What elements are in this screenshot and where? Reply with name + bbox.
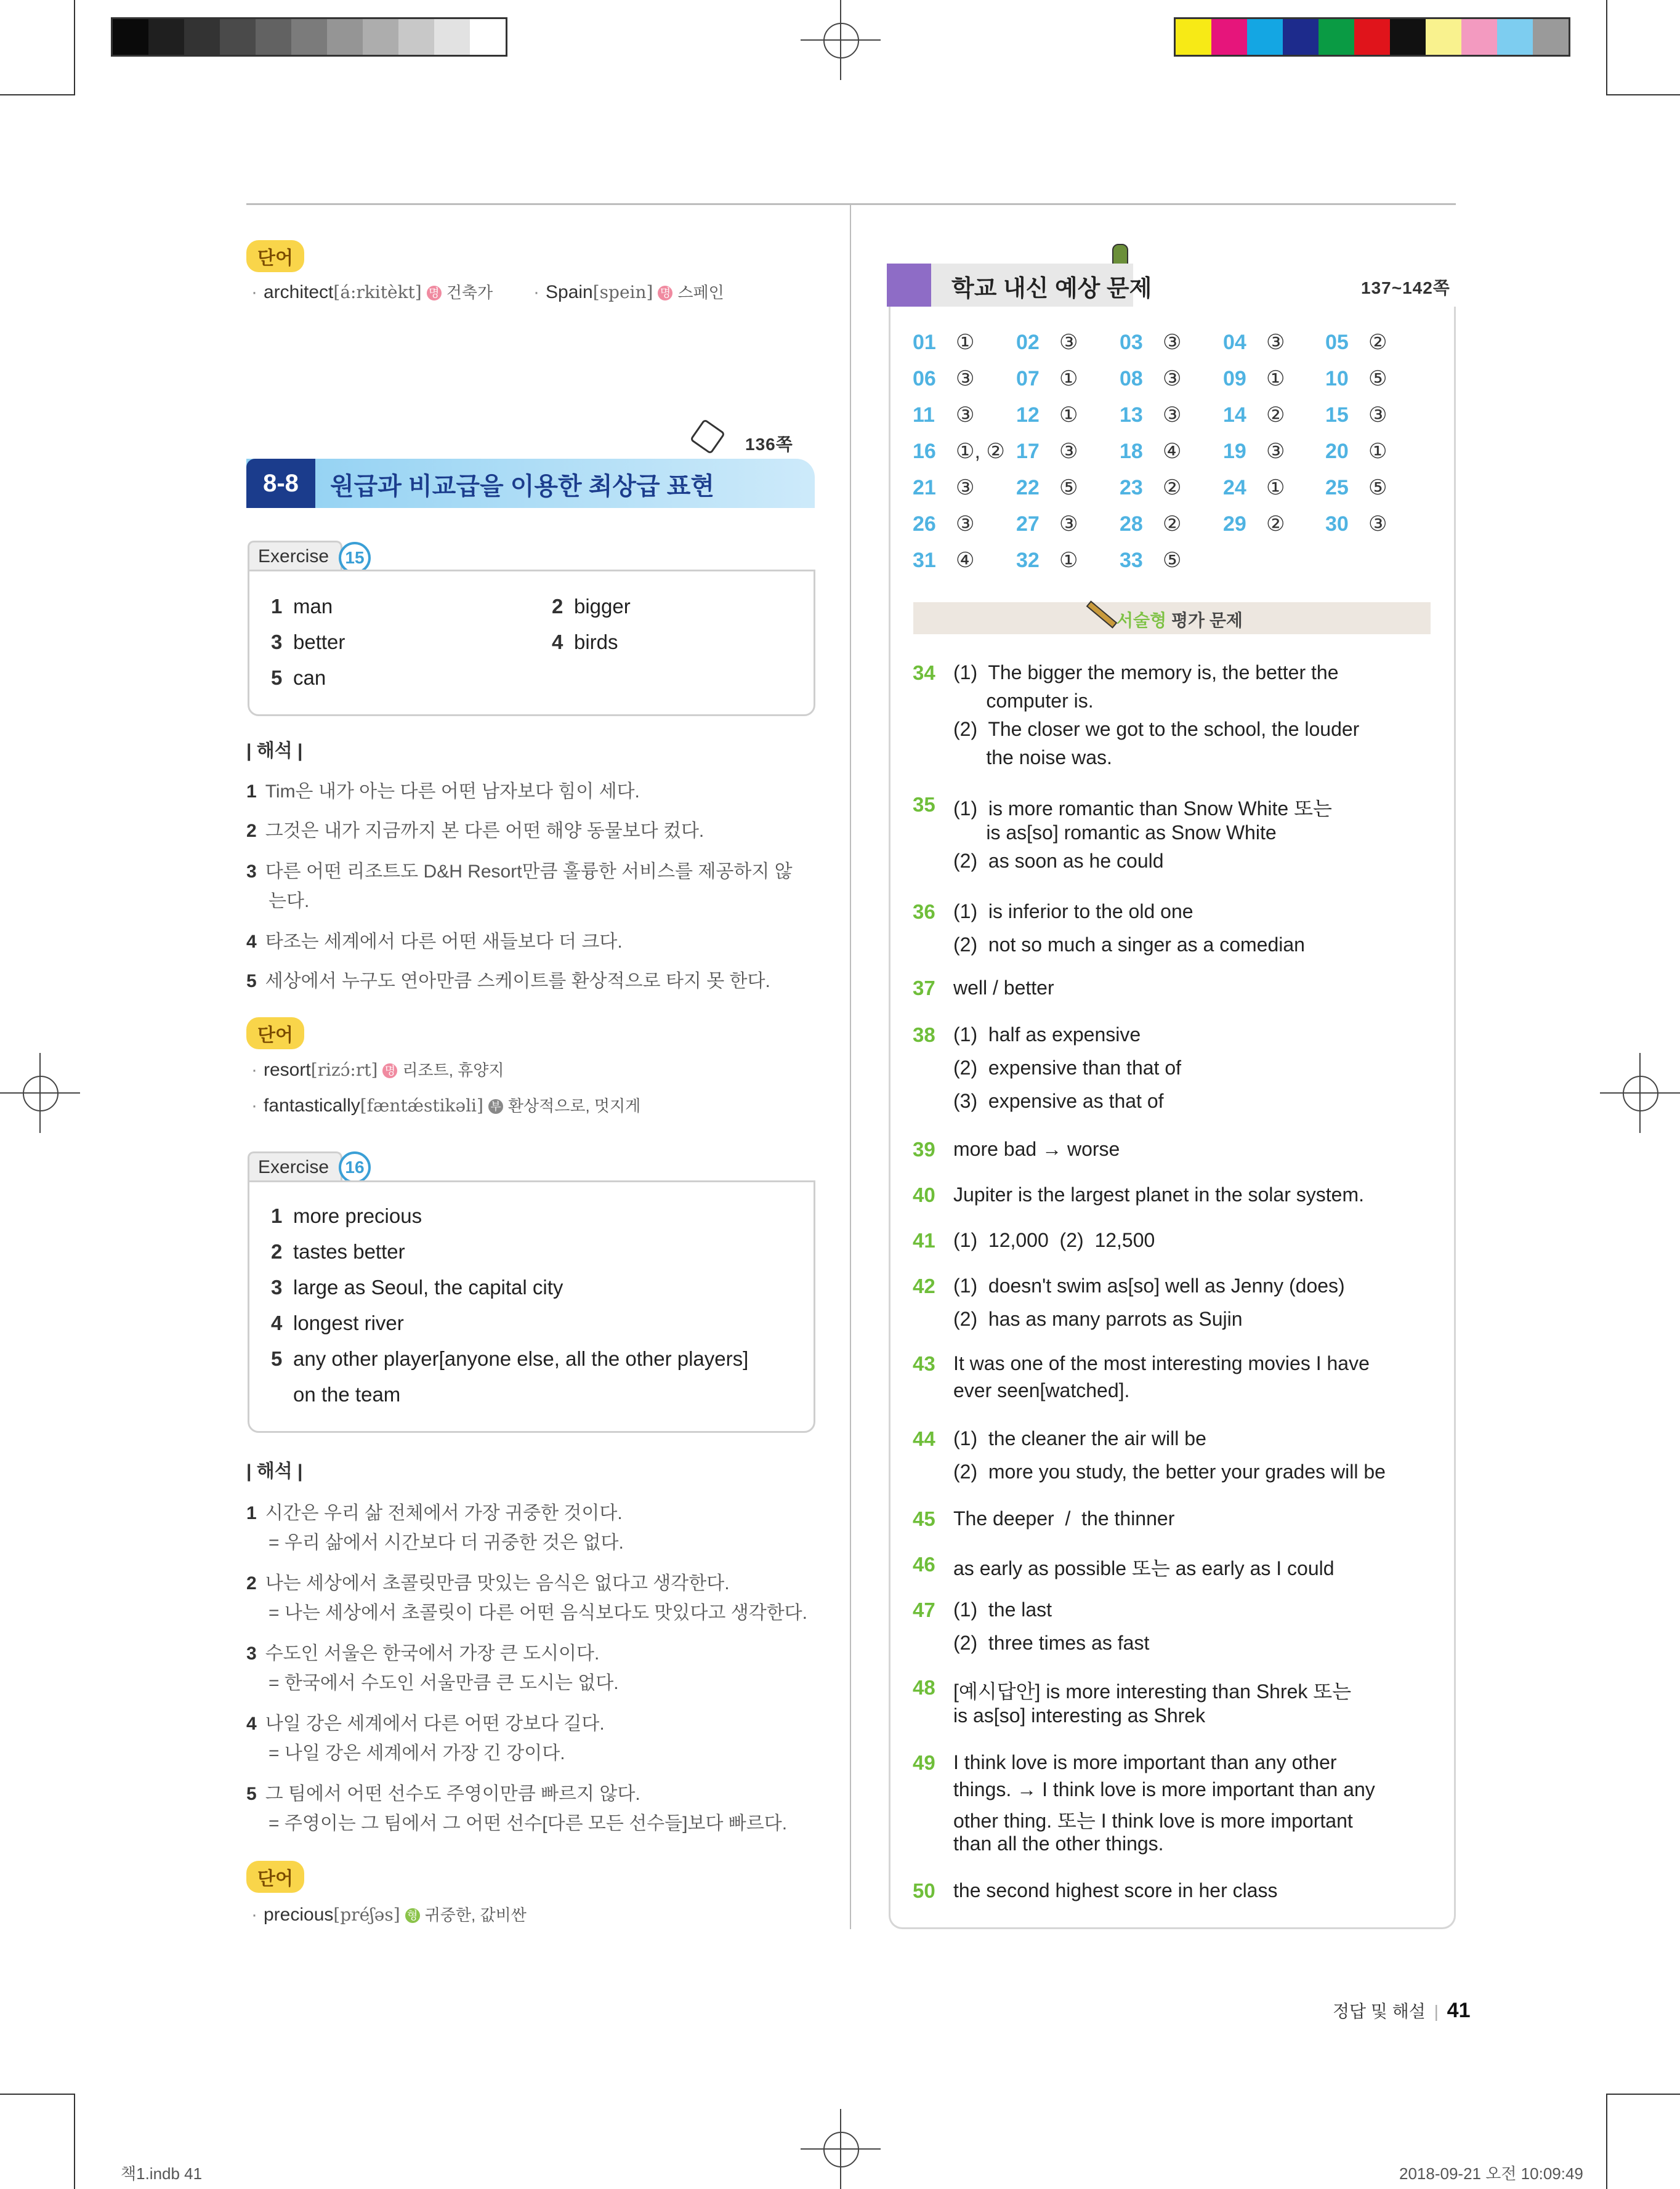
question-number: 50 <box>913 1879 935 1902</box>
exercise-answer: 1 more precious <box>271 1204 422 1227</box>
subheading-band <box>913 602 1431 634</box>
mc-number: 22 <box>1016 476 1040 499</box>
exercise-answer: 1 man <box>271 595 333 618</box>
question-number: 48 <box>913 1676 935 1699</box>
mc-answer <box>1016 475 1078 500</box>
mc-answer <box>1016 330 1078 355</box>
mc-number: 14 <box>1223 403 1246 427</box>
answer-line: (2) has as many parrots as Sujin <box>953 1308 1243 1330</box>
question-number: 47 <box>913 1598 935 1621</box>
answer-line: is as[so] interesting as Shrek <box>953 1704 1206 1727</box>
translation-heading: | 해석 | <box>246 1461 303 1482</box>
mc-number: 16 <box>913 440 936 463</box>
gray-color-bar <box>111 17 507 57</box>
answer-line: (2) three times as fast <box>953 1632 1150 1654</box>
answer-line: (2) not so much a singer as a comedian <box>953 933 1305 956</box>
mc-answer <box>913 403 974 427</box>
translation-line: 3 수도인 서울은 한국에서 가장 큰 도시이다. <box>246 1643 600 1664</box>
mc-answer <box>1120 366 1181 391</box>
mc-number: 23 <box>1120 476 1143 499</box>
swatch <box>1497 19 1533 55</box>
registration-mark <box>1600 1053 1680 1133</box>
crop-mark <box>0 2094 75 2095</box>
swatch <box>1211 19 1247 55</box>
answer-line: (2) as soon as he could <box>953 850 1164 872</box>
mc-choice: ③ <box>1163 367 1182 390</box>
answer-line: (1) is inferior to the old one <box>953 900 1193 922</box>
translation-line: 1 Tim은 내가 아는 다른 어떤 남자보다 힘이 세다. <box>246 781 640 802</box>
translation-line: = 주영이는 그 팀에서 그 어떤 선수[다른 모든 선수들]보다 빠르다. <box>269 1813 788 1834</box>
mc-choice: ① <box>1059 549 1078 572</box>
answer-line: than all the other things. <box>953 1832 1164 1855</box>
mc-number: 27 <box>1016 512 1040 536</box>
question-number: 41 <box>913 1229 935 1252</box>
mc-number: 11 <box>913 403 935 427</box>
registration-mark <box>0 1053 80 1133</box>
mc-number: 21 <box>913 476 936 499</box>
swatch <box>1533 19 1569 55</box>
mc-answer <box>913 366 974 391</box>
mc-choice: ③ <box>1163 331 1182 354</box>
translation-line: = 나는 세상에서 초콜릿이 다른 어떤 음식보다도 맛있다고 생각한다. <box>269 1603 807 1623</box>
question-number: 46 <box>913 1553 935 1576</box>
mc-number: 12 <box>1016 403 1040 427</box>
swatch <box>220 19 256 55</box>
question-number: 38 <box>913 1023 935 1046</box>
vocab-item: · fantastically[fæntǽstikəli] 부 환상적으로, 멋지게 <box>251 1095 641 1116</box>
mc-number: 06 <box>913 367 936 390</box>
mc-choice: ① <box>956 331 975 354</box>
translation-line: 3 다른 어떤 리조트도 D&H Resort만큼 훌륭한 서비스를 제공하지 않 <box>246 861 793 882</box>
swatch <box>434 19 470 55</box>
mc-number: 08 <box>1120 367 1143 390</box>
exam-title: 학교 내신 예상 문제 <box>951 276 1152 302</box>
translation-line: = 한국에서 수도인 서울만큼 큰 도시는 없다. <box>269 1673 619 1693</box>
mc-number: 19 <box>1223 440 1246 463</box>
vocab-item: · resort[rizɔ́:rt] 명 리조트, 휴양지 <box>251 1060 504 1080</box>
crop-mark <box>1606 2094 1680 2095</box>
top-rule <box>246 203 1456 205</box>
registration-mark <box>801 0 881 80</box>
pencil-icon <box>1086 600 1118 628</box>
mc-answer <box>1016 548 1078 573</box>
mc-choice: ③ <box>956 512 975 536</box>
question-number: 34 <box>913 661 935 684</box>
answer-line: [예시답안] is more interesting than Shrek 또는 <box>953 1680 1352 1703</box>
mc-number: 03 <box>1120 331 1143 354</box>
crop-mark <box>1606 0 1607 95</box>
mc-choice: ② <box>1266 512 1285 536</box>
answer-line: the noise was. <box>953 746 1112 768</box>
vocab-item: · architect[á:rkitèkt] 명 건축가 <box>251 282 493 302</box>
mc-choice: ③ <box>1059 331 1078 354</box>
mc-choice: ② <box>1266 403 1285 427</box>
swatch <box>1176 19 1211 55</box>
character-icon <box>1112 244 1128 266</box>
mc-answer <box>1325 330 1387 355</box>
question-number: 39 <box>913 1138 935 1161</box>
mc-answer <box>1016 512 1078 536</box>
swatch <box>1390 19 1426 55</box>
exercise-answer: 2 tastes better <box>271 1240 405 1263</box>
section-number: 8-8 <box>246 459 315 508</box>
mc-number: 20 <box>1325 440 1349 463</box>
mc-number: 02 <box>1016 331 1040 354</box>
answer-line: well / better <box>953 977 1054 999</box>
translation-line: 2 나는 세상에서 초콜릿만큼 맛있는 음식은 없다고 생각한다. <box>246 1573 730 1594</box>
exercise-answer: 5 any other player[anyone else, all the other players] <box>271 1347 749 1370</box>
translation-line: 4 나일 강은 세계에서 다른 어떤 강보다 길다. <box>246 1714 605 1734</box>
swatch <box>1461 19 1497 55</box>
mc-number: 17 <box>1016 440 1040 463</box>
answer-line: The deeper / the thinner <box>953 1507 1175 1530</box>
mc-answer <box>1325 403 1387 427</box>
exercise-answer: 5 can <box>271 666 326 689</box>
mc-answer <box>1016 439 1078 464</box>
question-number: 44 <box>913 1427 935 1450</box>
mc-choice: ① <box>1266 476 1285 499</box>
subheading-label: 서술형 평가 문제 <box>1117 611 1243 630</box>
translation-line: 5 그 팀에서 어떤 선수도 주영이만큼 빠르지 않다. <box>246 1784 640 1804</box>
answer-line: (1) doesn't swim as[so] well as Jenny (does) <box>953 1275 1345 1297</box>
section-title: 원급과 비교급을 이용한 최상급 표현 <box>330 473 715 500</box>
mc-number: 04 <box>1223 331 1246 354</box>
mc-choice: ③ <box>956 403 975 427</box>
translation-line: = 우리 삶에서 시간보다 더 귀중한 것은 없다. <box>269 1533 624 1553</box>
answer-line: other thing. 또는 I think love is more important <box>953 1810 1353 1832</box>
section-page-ref: 136쪽 <box>745 435 793 454</box>
answer-line: It was one of the most interesting movies I have <box>953 1352 1370 1374</box>
mc-answer <box>1120 439 1181 464</box>
exercise-answer: on the team <box>293 1383 401 1406</box>
mc-answer <box>1223 475 1285 500</box>
mc-answer <box>1223 330 1285 355</box>
swatch <box>256 19 291 55</box>
mc-choice: ③ <box>1163 403 1182 427</box>
mc-number: 01 <box>913 331 936 354</box>
mc-answer <box>1120 330 1181 355</box>
column-divider <box>850 205 851 1929</box>
exercise-number: 15 <box>339 542 371 574</box>
answer-line: (1) 12,000 (2) 12,500 <box>953 1229 1155 1251</box>
mc-answer <box>1120 548 1181 573</box>
mc-choice: ② <box>1163 476 1182 499</box>
mc-choice: ③ <box>956 367 975 390</box>
color-bar <box>1174 17 1570 57</box>
mc-answer <box>1223 366 1285 391</box>
crop-mark <box>74 0 75 95</box>
mc-answer <box>1223 439 1285 464</box>
mc-choice: ② <box>1368 331 1387 354</box>
mc-number: 07 <box>1016 367 1040 390</box>
mc-number: 33 <box>1120 549 1143 572</box>
mc-choice: ⑤ <box>1059 476 1078 499</box>
mc-answer <box>1223 512 1285 536</box>
exercise-tab: Exercise <box>248 1151 342 1182</box>
mc-answer <box>913 330 974 355</box>
mc-choice: ⑤ <box>1163 549 1182 572</box>
mc-choice: ① <box>1059 367 1078 390</box>
answer-line: things. → I think love is more important than any <box>953 1778 1375 1800</box>
mc-choice: ⑤ <box>1368 367 1387 390</box>
mc-number: 29 <box>1223 512 1246 536</box>
swatch <box>1426 19 1461 55</box>
registration-mark <box>801 2109 881 2189</box>
question-number: 40 <box>913 1183 935 1206</box>
swatch <box>1283 19 1319 55</box>
mc-answer <box>913 548 974 573</box>
mc-choice: ⑤ <box>1368 476 1387 499</box>
mc-number: 31 <box>913 549 936 572</box>
mc-choice: ① <box>1368 440 1387 463</box>
mc-answer <box>1016 403 1078 427</box>
exercise-number: 16 <box>339 1151 371 1183</box>
answer-line: computer is. <box>953 690 1094 712</box>
answer-line: Jupiter is the largest planet in the solar system. <box>953 1183 1364 1206</box>
crop-mark <box>0 94 75 95</box>
mc-answer <box>913 475 974 500</box>
mc-answer <box>1120 403 1181 427</box>
mc-number: 05 <box>1325 331 1349 354</box>
slug-date: 2018-09-21 오전 10:09:49 <box>1399 2164 1583 2183</box>
answer-line: (3) expensive as that of <box>953 1090 1164 1112</box>
mc-choice: ③ <box>956 476 975 499</box>
mc-number: 32 <box>1016 549 1040 572</box>
mc-choice: ② <box>1163 512 1182 536</box>
mc-number: 30 <box>1325 512 1349 536</box>
swatch <box>327 19 363 55</box>
exam-page-ref: 137~142쪽 <box>1361 278 1450 297</box>
swatch <box>470 19 506 55</box>
eraser-icon <box>690 419 725 454</box>
answer-line: (1) The bigger the memory is, the better the <box>953 661 1339 683</box>
mc-choice: ③ <box>1266 331 1285 354</box>
mc-answer <box>1325 512 1387 536</box>
answer-line: I think love is more important than any other <box>953 1751 1337 1773</box>
mc-answer <box>1120 475 1181 500</box>
mc-number: 13 <box>1120 403 1143 427</box>
crop-mark <box>74 2094 75 2189</box>
page-footer: 정답 및 해설 | 41 <box>1333 1999 1471 2022</box>
swatch <box>291 19 327 55</box>
swatch <box>1319 19 1354 55</box>
vocab-item: · precious[préʃəs] 형 귀중한, 값비싼 <box>251 1905 527 1925</box>
swatch <box>148 19 184 55</box>
answer-line: the second highest score in her class <box>953 1879 1278 1901</box>
question-number: 42 <box>913 1275 935 1297</box>
mc-number: 18 <box>1120 440 1143 463</box>
swatch <box>113 19 148 55</box>
answer-line: is as[so] romantic as Snow White <box>953 821 1277 844</box>
mc-choice: ① <box>1266 367 1285 390</box>
mc-answer <box>1325 475 1387 500</box>
exercise-answer: 3 large as Seoul, the capital city <box>271 1276 563 1299</box>
mc-answer <box>1325 366 1387 391</box>
vocab-tag: 단어 <box>246 1861 304 1893</box>
vocab-tag: 단어 <box>246 1017 304 1049</box>
answer-line: (2) The closer we got to the school, the louder <box>953 718 1360 740</box>
mc-choice: ③ <box>1059 440 1078 463</box>
answer-line: (2) expensive than that of <box>953 1057 1181 1079</box>
translation-line: 1 시간은 우리 삶 전체에서 가장 귀중한 것이다. <box>246 1503 623 1523</box>
answer-line: as early as possible 또는 as early as I could <box>953 1557 1335 1579</box>
crop-mark <box>1606 94 1680 95</box>
swatch <box>398 19 434 55</box>
question-number: 37 <box>913 977 935 999</box>
mc-choice: ③ <box>1266 440 1285 463</box>
answer-line: (2) more you study, the better your grades will be <box>953 1461 1386 1483</box>
mc-number: 25 <box>1325 476 1349 499</box>
question-number: 49 <box>913 1751 935 1774</box>
question-number: 36 <box>913 900 935 923</box>
mc-choice: ① <box>1059 403 1078 427</box>
translation-line: 4 타조는 세계에서 다른 어떤 새들보다 더 크다. <box>246 932 623 952</box>
slug-file: 책1.indb 41 <box>121 2164 203 2183</box>
mc-answer <box>1016 366 1078 391</box>
answer-line: (1) the last <box>953 1598 1052 1621</box>
translation-heading: | 해석 | <box>246 741 303 761</box>
translation-line: 2 그것은 내가 지금까지 본 다른 어떤 해양 동물보다 컸다. <box>246 821 705 841</box>
translation-line: 5 세상에서 누구도 연아만큼 스케이트를 환상적으로 타지 못 한다. <box>246 971 770 991</box>
mc-choice: ①, ② <box>956 440 1005 463</box>
mc-answer <box>1325 439 1387 464</box>
exercise-answer: 3 better <box>271 631 345 653</box>
question-number: 45 <box>913 1507 935 1530</box>
mc-number: 15 <box>1325 403 1349 427</box>
translation-line: = 나일 강은 세계에서 가장 긴 강이다. <box>269 1743 565 1764</box>
answer-line: ever seen[watched]. <box>953 1379 1130 1401</box>
answer-line: more bad → worse <box>953 1138 1120 1160</box>
answer-line: (1) half as expensive <box>953 1023 1141 1046</box>
mc-number: 10 <box>1325 367 1349 390</box>
mc-choice: ③ <box>1059 512 1078 536</box>
mc-answer <box>913 439 1005 464</box>
exercise-answer: 4 longest river <box>271 1312 404 1334</box>
mc-answer <box>913 512 974 536</box>
exercise-tab: Exercise <box>248 541 342 571</box>
swatch <box>363 19 398 55</box>
swatch <box>1247 19 1283 55</box>
mc-choice: ③ <box>1368 403 1387 427</box>
swatch <box>184 19 220 55</box>
question-number: 43 <box>913 1352 935 1375</box>
swatch <box>1354 19 1390 55</box>
mc-answer <box>1223 403 1285 427</box>
question-number: 35 <box>913 793 935 816</box>
mc-number: 24 <box>1223 476 1246 499</box>
vocab-tag: 단어 <box>246 240 304 272</box>
mc-answer <box>1120 512 1181 536</box>
exercise-answer: 4 birds <box>552 631 618 653</box>
mc-choice: ④ <box>1163 440 1182 463</box>
mc-choice: ④ <box>956 549 975 572</box>
translation-line: 는다. <box>269 891 310 911</box>
answer-line: (1) is more romantic than Snow White 또는 <box>953 797 1332 820</box>
mc-number: 28 <box>1120 512 1143 536</box>
crop-mark <box>1606 2094 1607 2189</box>
answer-line: (1) the cleaner the air will be <box>953 1427 1206 1449</box>
mc-choice: ③ <box>1368 512 1387 536</box>
mc-number: 09 <box>1223 367 1246 390</box>
mc-number: 26 <box>913 512 936 536</box>
vocab-item: · Spain[spein] 명 스페인 <box>533 282 724 302</box>
exercise-answer: 2 bigger <box>552 595 631 618</box>
